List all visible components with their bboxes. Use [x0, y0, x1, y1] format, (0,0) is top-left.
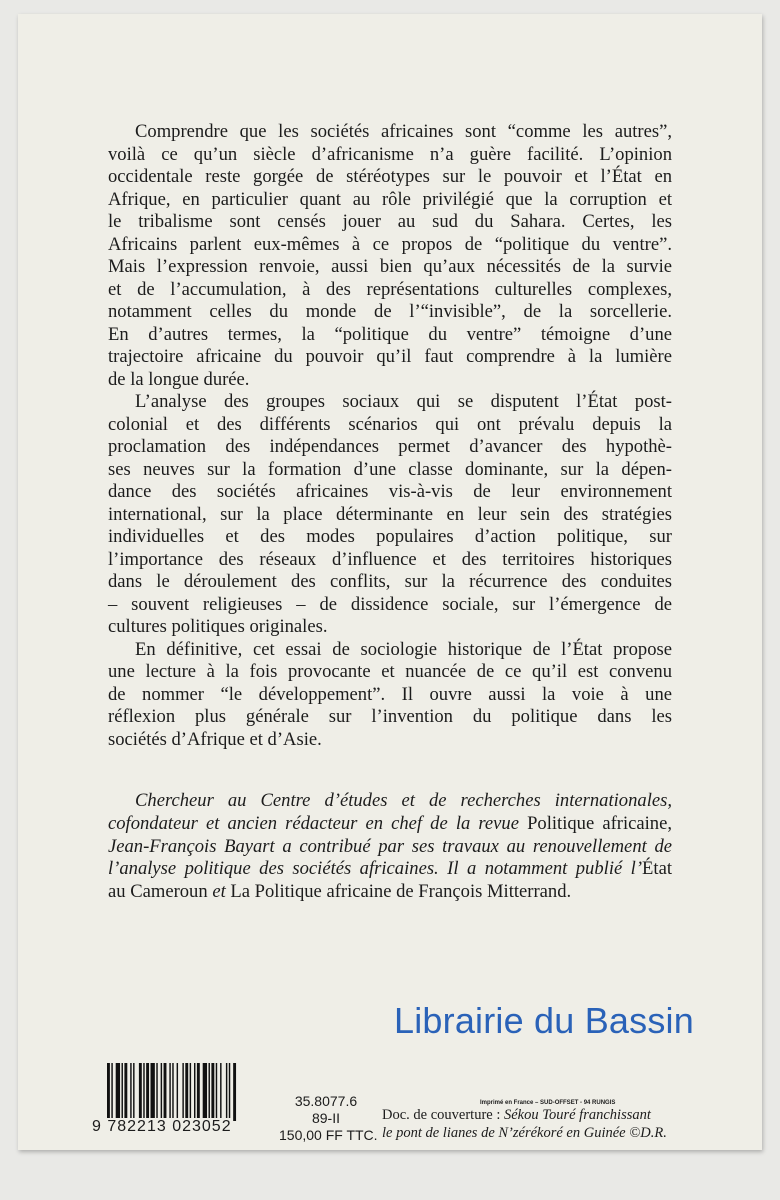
blurb-line: international, sur la place déterminante en leur sein des stratégies	[108, 503, 672, 525]
barcode-bar	[133, 1063, 134, 1121]
bio-line	[108, 881, 672, 904]
watermark: Librairie du Bassin	[394, 1000, 694, 1041]
barcode-digit: 9	[92, 1118, 102, 1135]
blurb-line: réflexion plus générale sur l’invention du politique dans les	[108, 706, 672, 727]
barcode-bar	[122, 1063, 123, 1121]
author-bio	[108, 790, 672, 904]
barcode-bar	[229, 1063, 230, 1121]
barcode-bar	[233, 1063, 236, 1121]
price-codes	[279, 1093, 378, 1144]
blurb-line: occidentale reste gorgée de stéréotypes sur le pouvoir et l’État en	[108, 166, 672, 187]
blurb-line: trajectoire africaine du pouvoir qu’il faut comprendre à la lumière	[108, 346, 672, 367]
bio-text: cofondateur et ancien rédacteur en chef de la revue	[108, 812, 519, 834]
barcode-bar	[124, 1063, 127, 1121]
bio-line	[108, 813, 672, 836]
bio-text: l’analyse politique des sociétés africaines. Il a notamment publié l’	[108, 858, 643, 880]
credit-label: Doc. de couverture :	[382, 1107, 504, 1123]
credit-rights: ©D.R.	[629, 1125, 667, 1141]
barcode-bar	[146, 1063, 149, 1121]
barcode-bar	[111, 1063, 112, 1121]
barcode-bar	[143, 1063, 144, 1121]
barcode-bar	[190, 1063, 191, 1121]
blurb-line: Afrique, en particulier quant au rôle privilégié que la corruption et	[108, 188, 672, 210]
barcode-bar	[161, 1063, 162, 1121]
barcode	[107, 1063, 279, 1121]
blurb-line: proclamation des indépendances permet d’avancer des hypothè-	[108, 436, 672, 457]
barcode-bar	[139, 1063, 142, 1121]
book-title: La Politique africaine de François Mitterrand.	[225, 881, 572, 903]
blurb-line: Comprendre que les sociétés africaines sont “comme les autres”,	[135, 121, 672, 142]
barcode-bar	[185, 1063, 188, 1121]
barcode-bar	[172, 1063, 173, 1121]
blurb	[108, 121, 672, 751]
book-title: au Cameroun	[108, 881, 213, 903]
blurb-line: dans le déroulement des conflits, sur la récurrence des conduites	[108, 571, 672, 592]
blurb-line: ses neuves sur la formation d’une classe dominante, sur la dépen-	[108, 458, 672, 480]
blurb-line: notamment celles du monde de l’“invisible”, de la sorcellerie.	[108, 301, 672, 322]
barcode-digits	[92, 1118, 232, 1136]
code: 35.8077.6	[294, 1093, 358, 1109]
blurb-line: le tribalisme sont censés jouer au sud du Sahara. Certes, les	[108, 211, 672, 232]
blurb-line: et de l’accumulation, à des représentations culturelles complexes,	[108, 278, 672, 300]
bio-line	[108, 858, 672, 881]
barcode-bar	[151, 1063, 155, 1121]
blurb-line: sociétés d’Afrique et d’Asie.	[108, 728, 322, 750]
journal-title: Politique africaine,	[518, 812, 672, 834]
blurb-line: de nommer “le développement”. Il ouvre aussi la voie à une	[108, 683, 672, 705]
book-title: État	[642, 858, 672, 880]
barcode-bar	[107, 1063, 110, 1121]
credit-title: le pont de lianes de N’zérékoré en Guinée	[382, 1125, 630, 1141]
blurb-line: l’importance des réseaux d’influence et des territoires historiques	[108, 548, 672, 570]
blurb-line: voilà ce qu’un siècle d’africanisme n’a guère facilité. L’opinion	[108, 143, 672, 165]
blurb-line: colonial et des différents scénarios qui ont prévalu depuis la	[108, 413, 672, 435]
bio-line	[108, 790, 672, 813]
blurb-line: Mais l’expression renvoie, aussi bien qu’aux nécessités de la survie	[108, 256, 672, 277]
barcode-bar	[203, 1063, 207, 1121]
blurb-line: – souvent religieuses – de dissidence sociale, sur l’émergence de	[108, 593, 672, 615]
blurb-line: En définitive, cet essai de sociologie historique de l’État propose	[135, 638, 672, 660]
bio-text: Chercheur au Centre d’études et de recherches internationales,	[135, 790, 672, 811]
code: 89-II	[311, 1110, 340, 1126]
credit-title: Sékou Touré franchissant	[504, 1107, 651, 1123]
barcode-bar	[197, 1063, 200, 1121]
price: 150,00 FF TTC.	[279, 1127, 378, 1143]
blurb-line: dance des sociétés africaines vis-à-vis de leur environnement	[108, 481, 672, 502]
blurb-line: En d’autres termes, la “politique du ventre” témoigne d’une	[108, 323, 672, 345]
barcode-bar	[177, 1063, 178, 1121]
blurb-line: L’analyse des groupes sociaux qui se disputent l’État post-	[135, 391, 672, 412]
blurb-line: une lecture à la fois provocante et nuancée de ce qu’il est convenu	[108, 661, 672, 682]
barcode-bar	[220, 1063, 221, 1121]
barcode-bar	[116, 1063, 120, 1121]
blurb-line: individuelles et des modes populaires d’action politique, sur	[108, 526, 672, 547]
barcode-bar	[216, 1063, 217, 1121]
printer-note: Imprimé en France – SUD-OFFSET - 94 RUNGIS	[480, 1100, 616, 1106]
barcode-bar	[182, 1063, 183, 1121]
bio-line	[108, 836, 672, 859]
blurb-line: cultures politiques originales.	[108, 616, 328, 637]
barcode-bar	[169, 1063, 170, 1121]
barcode-bar	[130, 1063, 131, 1121]
barcode-bar	[156, 1063, 157, 1121]
barcode-bar	[164, 1063, 167, 1121]
barcode-digit: 782213	[107, 1118, 167, 1135]
bio-text: et	[212, 881, 226, 903]
barcode-bar	[194, 1063, 195, 1121]
cover-credit	[382, 1106, 667, 1142]
barcode-bar	[209, 1063, 210, 1121]
blurb-line: Africains parlent eux-mêmes à ce propos de “politique du ventre”.	[108, 233, 672, 255]
barcode-bar	[211, 1063, 214, 1121]
barcode-digit: 023052	[172, 1118, 232, 1135]
barcode-bar	[226, 1063, 227, 1121]
bio-text: Jean-François Bayart a contribué par ses travaux au renouvellement de	[108, 835, 672, 857]
blurb-line: de la longue durée.	[108, 368, 250, 390]
